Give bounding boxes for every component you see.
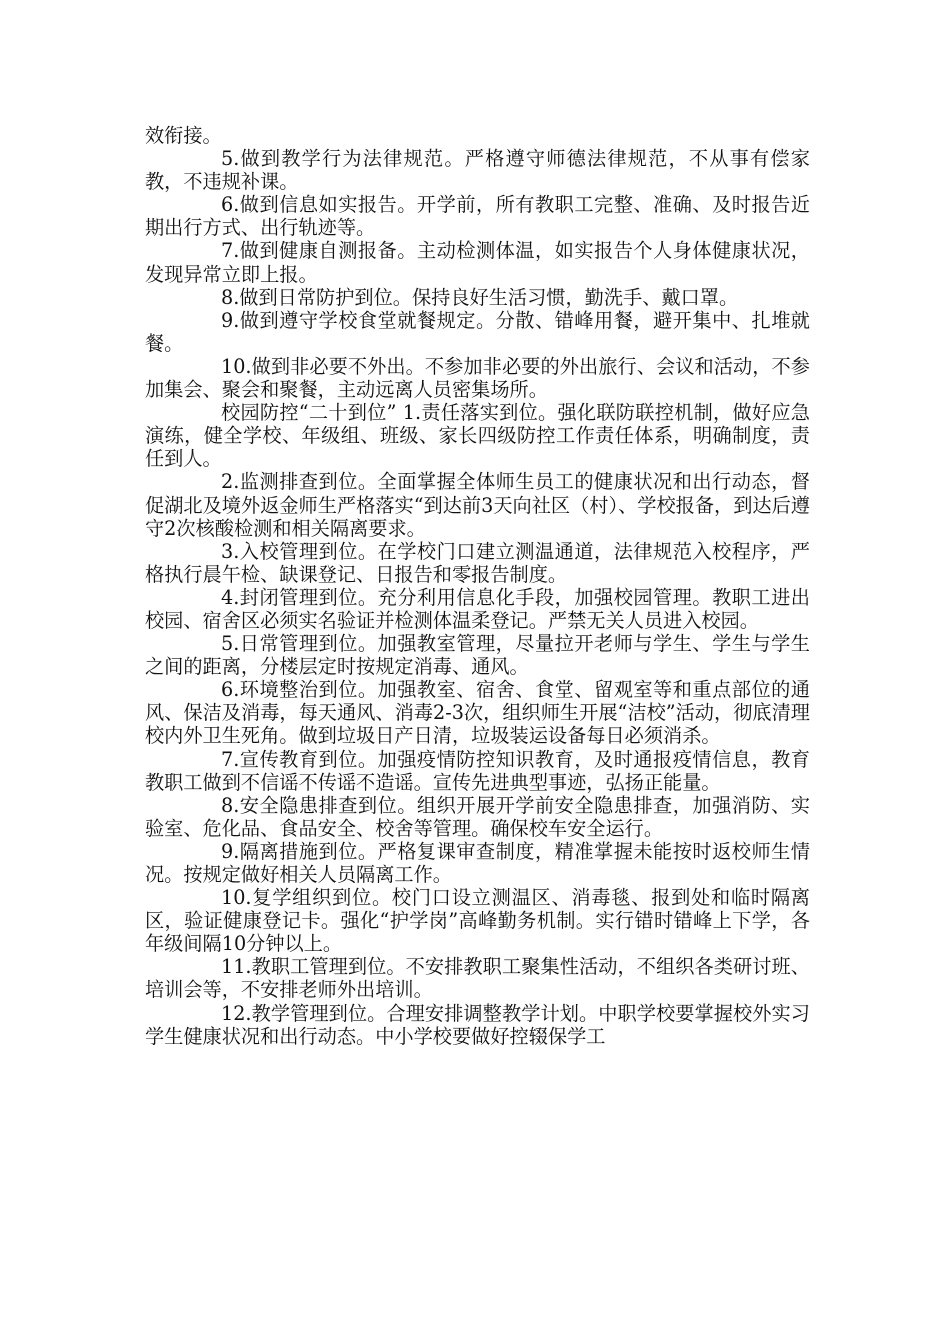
paragraph-item-10: 10.做到非必要不外出。不参加非必要的外出旅行、会议和活动，不参加集会、聚会和聚餐，主动远离人员密集场所。 — [145, 354, 810, 402]
paragraph-campus-7: 7.宣传教育到位。加强疫情防控知识教育，及时通报疫情信息，教育教职工做到不信谣不传谣不造谣。宣传先进典型事迹，弘扬正能量。 — [145, 747, 810, 794]
paragraph-campus-6: 6.环境整治到位。加强教室、宿舍、食堂、留观室等和重点部位的通风、保洁及消毒，每天通风、消毒2-3次，组织师生开展“洁校”活动，彻底清理校内外卫生死角。做到垃圾日产日清，垃圾装运设备每日必须消杀。 — [145, 678, 810, 748]
paragraph-campus-1: 校园防控“二十到位” 1.责任落实到位。强化联防联控机制，做好应急演练，健全学校、年级组、班级、家长四级防控工作责任体系，明确制度，责任到人。 — [145, 401, 810, 471]
paragraph-campus-9: 9.隔离措施到位。严格复课审查制度，精准掌握未能按时返校师生情况。按规定做好相关人员隔离工作。 — [145, 839, 810, 886]
paragraph-campus-2: 2.监测排查到位。全面掌握全体师生员工的健康状况和出行动态，督促湖北及境外返金师生严格落实“到达前3天向社区（村）、学校报备，到达后遵守2次核酸检测和相关隔离要求。 — [145, 470, 810, 540]
paragraph-continuation: 效衔接。 — [145, 124, 222, 147]
paragraph-item-5: 5.做到教学行为法律规范。严格遵守师德法律规范，不从事有偿家教，不违规补课。 — [145, 147, 810, 194]
paragraph-campus-11: 11.教职工管理到位。不安排教职工聚集性活动，不组织各类研讨班、培训会等，不安排老师外出培训。 — [145, 955, 810, 1002]
paragraph-campus-12: 12.教学管理到位。合理安排调整教学计划。中职学校要掌握校外实习学生健康状况和出行动态。中小学校要做好控辍保学工 — [145, 1001, 810, 1048]
paragraph-campus-3: 3.入校管理到位。在学校门口建立测温通道，法律规范入校程序，严格执行晨午检、缺课登记、日报告和零报告制度。 — [145, 539, 810, 586]
paragraph-item-8: 8.做到日常防护到位。保持良好生活习惯，勤洗手、戴口罩。 — [221, 285, 739, 309]
document-body — [145, 124, 810, 1048]
paragraph-item-6: 6.做到信息如实报告。开学前，所有教职工完整、准确、及时报告近期出行方式、出行轨迹等。 — [145, 193, 810, 240]
paragraph-item-9: 9.做到遵守学校食堂就餐规定。分散、错峰用餐，避开集中、扎堆就餐。 — [145, 308, 810, 355]
paragraph-campus-4: 4.封闭管理到位。充分利用信息化手段，加强校园管理。教职工进出校园、宿舍区必须实名验证并检测体温柔登记。严禁无关人员进入校园。 — [145, 585, 810, 632]
paragraph-campus-8: 8.安全隐患排查到位。组织开展开学前安全隐患排查，加强消防、实验室、危化品、食品安全、校舍等管理。确保校车安全运行。 — [145, 793, 810, 840]
paragraph-campus-10: 10.复学组织到位。校门口设立测温区、消毒毯、报到处和临时隔离区，验证健康登记卡。强化“护学岗”高峰勤务机制。实行错时错峰上下学，各年级间隔10分钟以上。 — [145, 886, 810, 956]
paragraph-campus-5: 5.日常管理到位。加强教室管理，尽量拉开老师与学生、学生与学生之间的距离，分楼层定时按规定消毒、通风。 — [145, 632, 810, 679]
paragraph-item-7: 7.做到健康自测报备。主动检测体温，如实报告个人身体健康状况，发现异常立即上报。 — [145, 239, 810, 286]
